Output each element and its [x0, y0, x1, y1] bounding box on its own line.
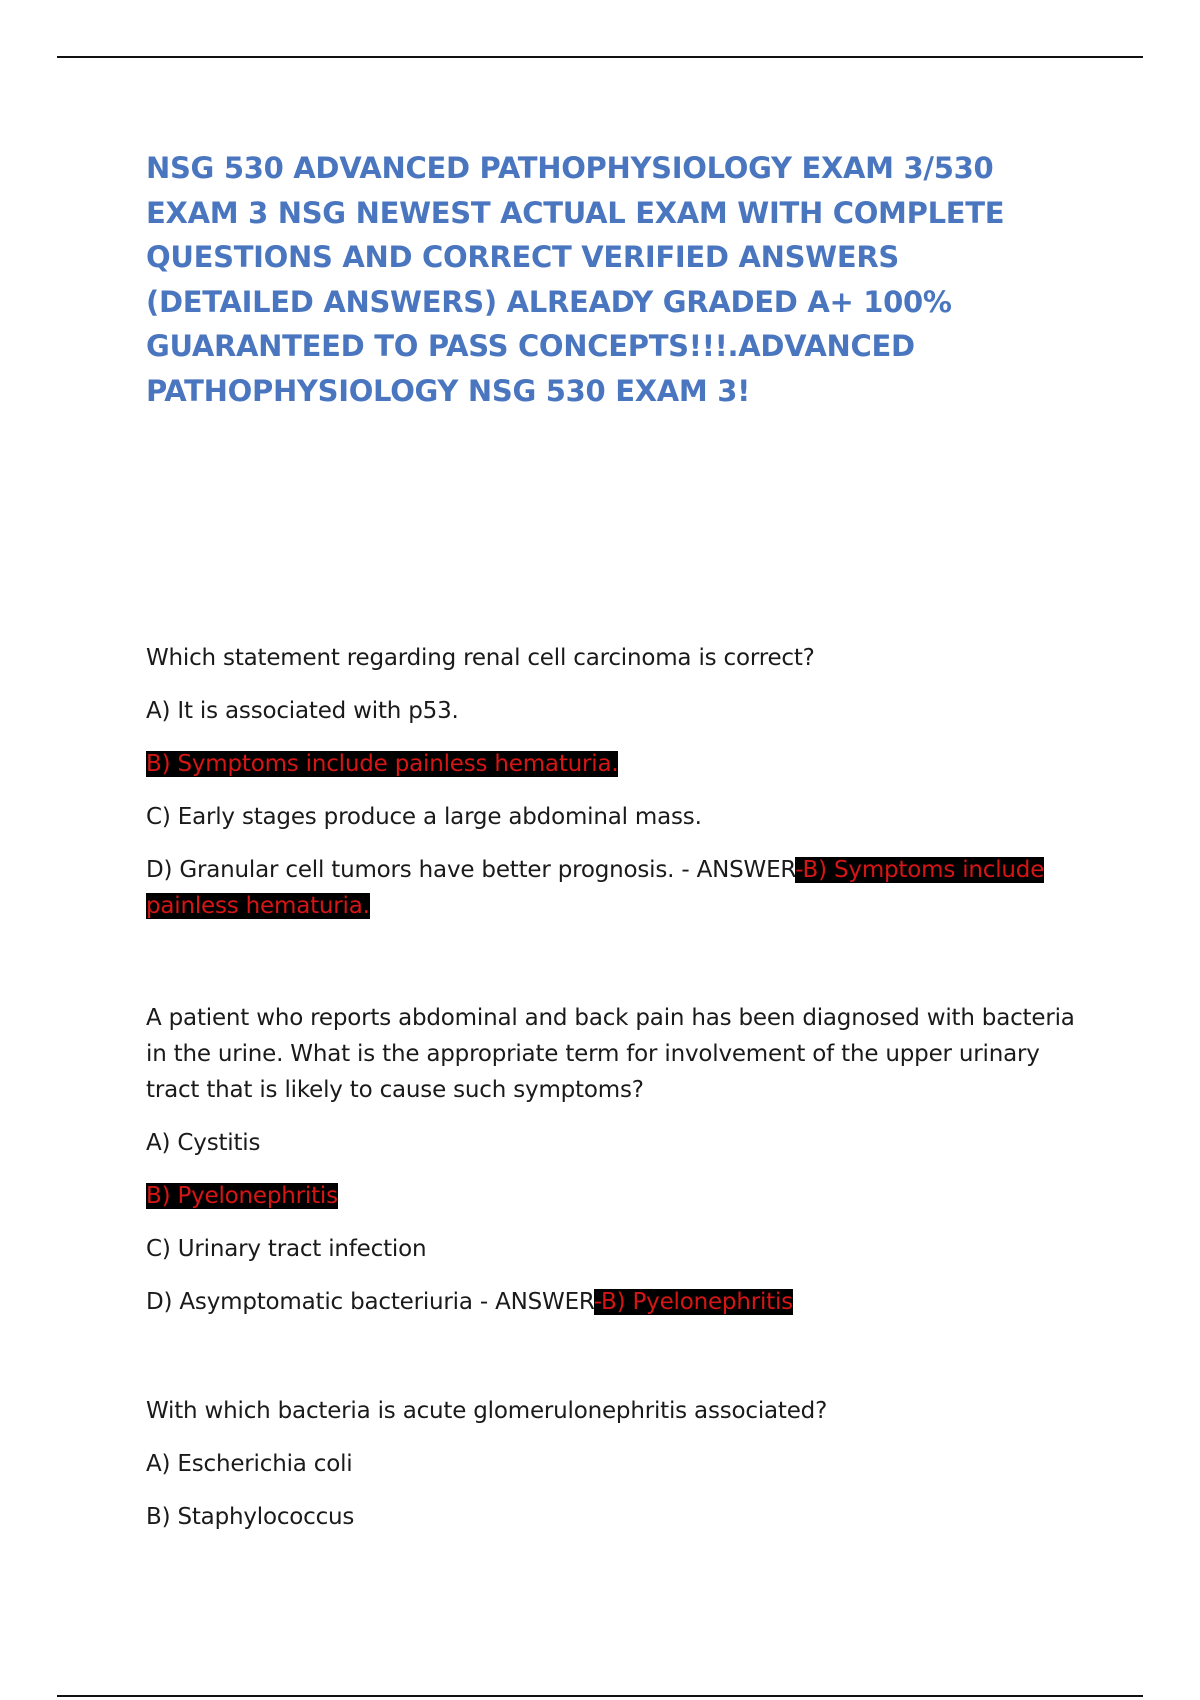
option-d-with-answer: [146, 1284, 1086, 1320]
question-2: [146, 1000, 1086, 1320]
answer-prefix: - ANSWER: [472, 1289, 594, 1315]
option-a: A) It is associated with p53.: [146, 698, 459, 724]
question-stem: With which bacteria is acute glomerulonephritis associated?: [146, 1398, 828, 1424]
question-1: [146, 640, 1086, 924]
option-b-highlighted: [146, 746, 1086, 782]
top-rule: [57, 56, 1143, 58]
question-3: [146, 1393, 1086, 1535]
highlighted-answer: B) Pyelonephritis: [146, 1183, 338, 1209]
option-d-with-answer: [146, 852, 1086, 924]
question-stem: Which statement regarding renal cell carcinoma is correct?: [146, 645, 815, 671]
answer-prefix: - ANSWER: [674, 857, 796, 883]
answer-value: -B) Symptoms include painless hematuria.: [146, 857, 1045, 919]
bottom-rule: [57, 1695, 1143, 1697]
option-a: A) Escherichia coli: [146, 1451, 353, 1477]
option-d: D) Granular cell tumors have better prognosis.: [146, 857, 675, 883]
highlighted-answer: B) Symptoms include painless hematuria.: [146, 751, 619, 777]
option-b: B) Staphylococcus: [146, 1504, 355, 1530]
option-c: C) Early stages produce a large abdominal mass.: [146, 804, 702, 830]
option-b-highlighted: [146, 1178, 1086, 1214]
option-a: A) Cystitis: [146, 1130, 261, 1156]
option-d: D) Asymptomatic bacteriuria: [146, 1289, 473, 1315]
question-stem: A patient who reports abdominal and back pain has been diagnosed with bacteria in the urine. What is the appropriate term for involvement of the upper urinary tract that is likely to cause such symptoms?: [146, 1005, 1075, 1103]
answer-value: -B) Pyelonephritis: [593, 1289, 793, 1315]
document-title: NSG 530 ADVANCED PATHOPHYSIOLOGY EXAM 3/530 EXAM 3 NSG NEWEST ACTUAL EXAM WITH COMPLETE QUESTIONS AND CORRECT VERIFIED ANSWERS (DETAILED ANSWERS) ALREADY GRADED A+ 100% GUARANTEED TO PASS CONCEPTS!!!.ADVANCED PATHOPHYSIOLOGY NSG 530 EXAM 3!: [146, 151, 1005, 408]
option-c: C) Urinary tract infection: [146, 1236, 427, 1262]
